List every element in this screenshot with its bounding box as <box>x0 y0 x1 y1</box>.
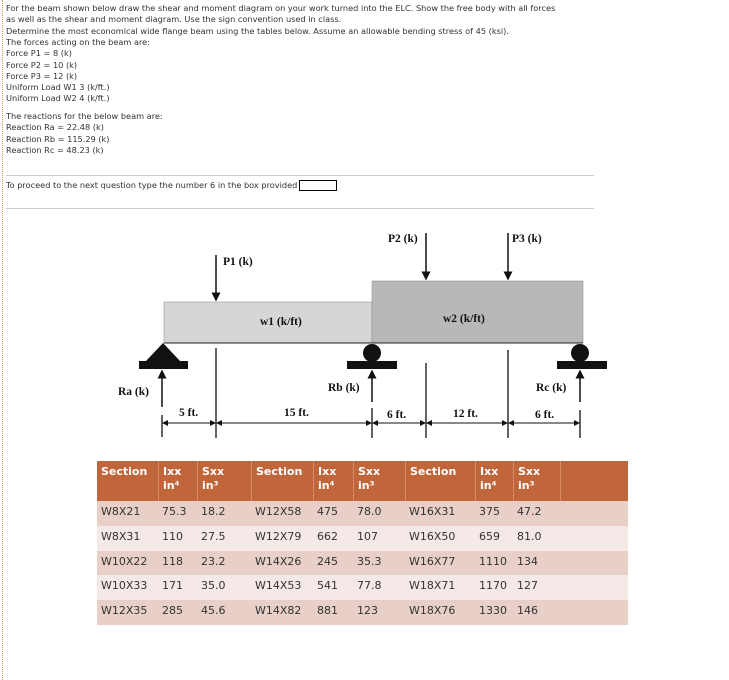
table-cell: 35.0 <box>201 579 226 593</box>
table-cell: W8X31 <box>101 529 141 543</box>
table-cell: W16X31 <box>409 505 456 518</box>
table-cell: 285 <box>162 604 183 618</box>
header-text: Section <box>101 465 148 478</box>
table-row <box>97 551 628 576</box>
table-cell: 23.2 <box>201 554 226 568</box>
rb-label: Rb (k) <box>328 382 360 394</box>
text-line: as well as the shear and moment diagram. Use the sign convention used in class. <box>6 14 342 25</box>
table-cell: W14X53 <box>255 579 302 593</box>
column-header <box>97 461 158 501</box>
header-text: in³ <box>518 479 535 492</box>
table-cell: 1170 <box>479 579 507 593</box>
table-cell: W18X76 <box>409 604 456 618</box>
text-line: Reaction Rb = 115.29 (k) <box>6 133 110 144</box>
table-cell: 541 <box>317 579 338 593</box>
text-line: Determine the most economical wide flange beam using the tables below. Assume an allowable bending stress of 45 (ksi). <box>6 25 509 36</box>
column-header <box>197 461 252 501</box>
column-header <box>513 461 561 501</box>
column-header <box>158 461 198 501</box>
text-line: Force P2 = 10 (k) <box>6 59 78 70</box>
table-cell: 245 <box>317 554 338 568</box>
dim-label: 6 ft. <box>387 409 407 421</box>
text-line: Uniform Load W2 4 (k/ft.) <box>6 93 110 104</box>
column-header <box>251 461 314 501</box>
table-cell: 659 <box>479 529 500 543</box>
table-cell: 78.0 <box>357 505 382 518</box>
dim-label: 12 ft. <box>453 408 478 420</box>
w1-label: w1 (k/ft) <box>260 316 302 328</box>
w2-label: w2 (k/ft) <box>443 313 485 325</box>
table-header <box>97 461 628 501</box>
w2-load-block <box>372 281 583 343</box>
ra-label: Ra (k) <box>118 386 149 398</box>
dim-label: 6 ft. <box>535 409 555 421</box>
header-text: Sxx <box>358 465 381 478</box>
header-text: Section <box>410 465 457 478</box>
text-line: Force P1 = 8 (k) <box>6 48 72 59</box>
table-cell: 75.3 <box>162 505 187 518</box>
table-cell: 118 <box>162 554 183 568</box>
table-cell: 35.3 <box>357 554 382 568</box>
table-cell: 1110 <box>479 554 507 568</box>
table-cell: 146 <box>517 604 538 618</box>
header-text: Section <box>256 465 303 478</box>
text-line: Reaction Rc = 48.23 (k) <box>6 144 104 155</box>
table-row <box>97 526 628 551</box>
header-text: in³ <box>358 479 375 492</box>
roller-support-icon <box>571 344 589 362</box>
table-cell: 18.2 <box>201 505 226 518</box>
dim-label: 5 ft. <box>179 407 199 419</box>
header-text: in⁴ <box>480 479 497 492</box>
table-cell: W12X35 <box>101 604 148 618</box>
table-cell: 110 <box>162 529 183 543</box>
header-text: Ixx <box>163 465 182 478</box>
column-header <box>353 461 406 501</box>
header-text: in³ <box>202 479 219 492</box>
table-row <box>97 600 628 625</box>
dim-label: 15 ft. <box>284 407 309 419</box>
header-text: Sxx <box>518 465 541 478</box>
table-cell: W16X77 <box>409 554 456 568</box>
pin-support-icon <box>146 343 180 361</box>
table-cell: 107 <box>357 529 378 543</box>
table-cell: 134 <box>517 554 538 568</box>
table-cell: 881 <box>317 604 338 618</box>
table-cell: 123 <box>357 604 378 618</box>
wide-flange-table <box>97 461 628 625</box>
table-cell: W10X33 <box>101 579 148 593</box>
header-text: in⁴ <box>163 479 180 492</box>
header-text: Sxx <box>202 465 225 478</box>
text-line: For the beam shown below draw the shear and moment diagram on your work turned into the ELC. Show the free body with all forces <box>6 3 556 13</box>
header-text: Ixx <box>318 465 337 478</box>
roller-support-icon <box>363 344 381 362</box>
table-cell: 27.5 <box>201 529 226 543</box>
table-cell: 171 <box>162 579 183 593</box>
table-row <box>97 501 628 526</box>
text-line: Force P3 = 12 (k) <box>6 70 78 81</box>
table-cell: 1330 <box>479 604 507 618</box>
column-header <box>475 461 514 501</box>
table-cell: W8X21 <box>101 505 141 518</box>
table-cell: W12X58 <box>255 505 302 518</box>
table-cell: 475 <box>317 505 338 518</box>
table-cell: W14X26 <box>255 554 302 568</box>
text-line: The reactions for the below beam are: <box>6 111 163 121</box>
text-line: The forces acting on the beam are: <box>6 36 150 47</box>
table-cell: W10X22 <box>101 554 148 568</box>
table-row <box>97 575 628 600</box>
table-cell: 81.0 <box>517 529 542 543</box>
table-cell: 47.2 <box>517 505 542 518</box>
column-header <box>560 461 629 501</box>
table-cell: 77.8 <box>357 579 382 593</box>
p1-label: P1 (k) <box>223 256 253 268</box>
table-cell: 662 <box>317 529 338 543</box>
table-cell: W12X79 <box>255 529 302 543</box>
p2-label: P2 (k) <box>388 233 418 245</box>
table-cell: W16X50 <box>409 529 456 543</box>
table-cell: W18X71 <box>409 579 456 593</box>
header-text: Ixx <box>480 465 499 478</box>
p3-label: P3 (k) <box>512 233 542 245</box>
text-line: Uniform Load W1 3 (k/ft.) <box>6 82 110 93</box>
text-line: Reaction Ra = 22.48 (k) <box>6 122 104 133</box>
column-header <box>313 461 354 501</box>
table-cell: 127 <box>517 579 538 593</box>
column-header <box>405 461 476 501</box>
header-text: in⁴ <box>318 479 335 492</box>
rc-label: Rc (k) <box>536 382 567 394</box>
proceed-label: To proceed to the next question type the number 6 in the box provided <box>6 180 298 190</box>
table-cell: 45.6 <box>201 604 226 618</box>
table-cell: 375 <box>479 505 500 518</box>
table-cell: W14X82 <box>255 604 302 618</box>
